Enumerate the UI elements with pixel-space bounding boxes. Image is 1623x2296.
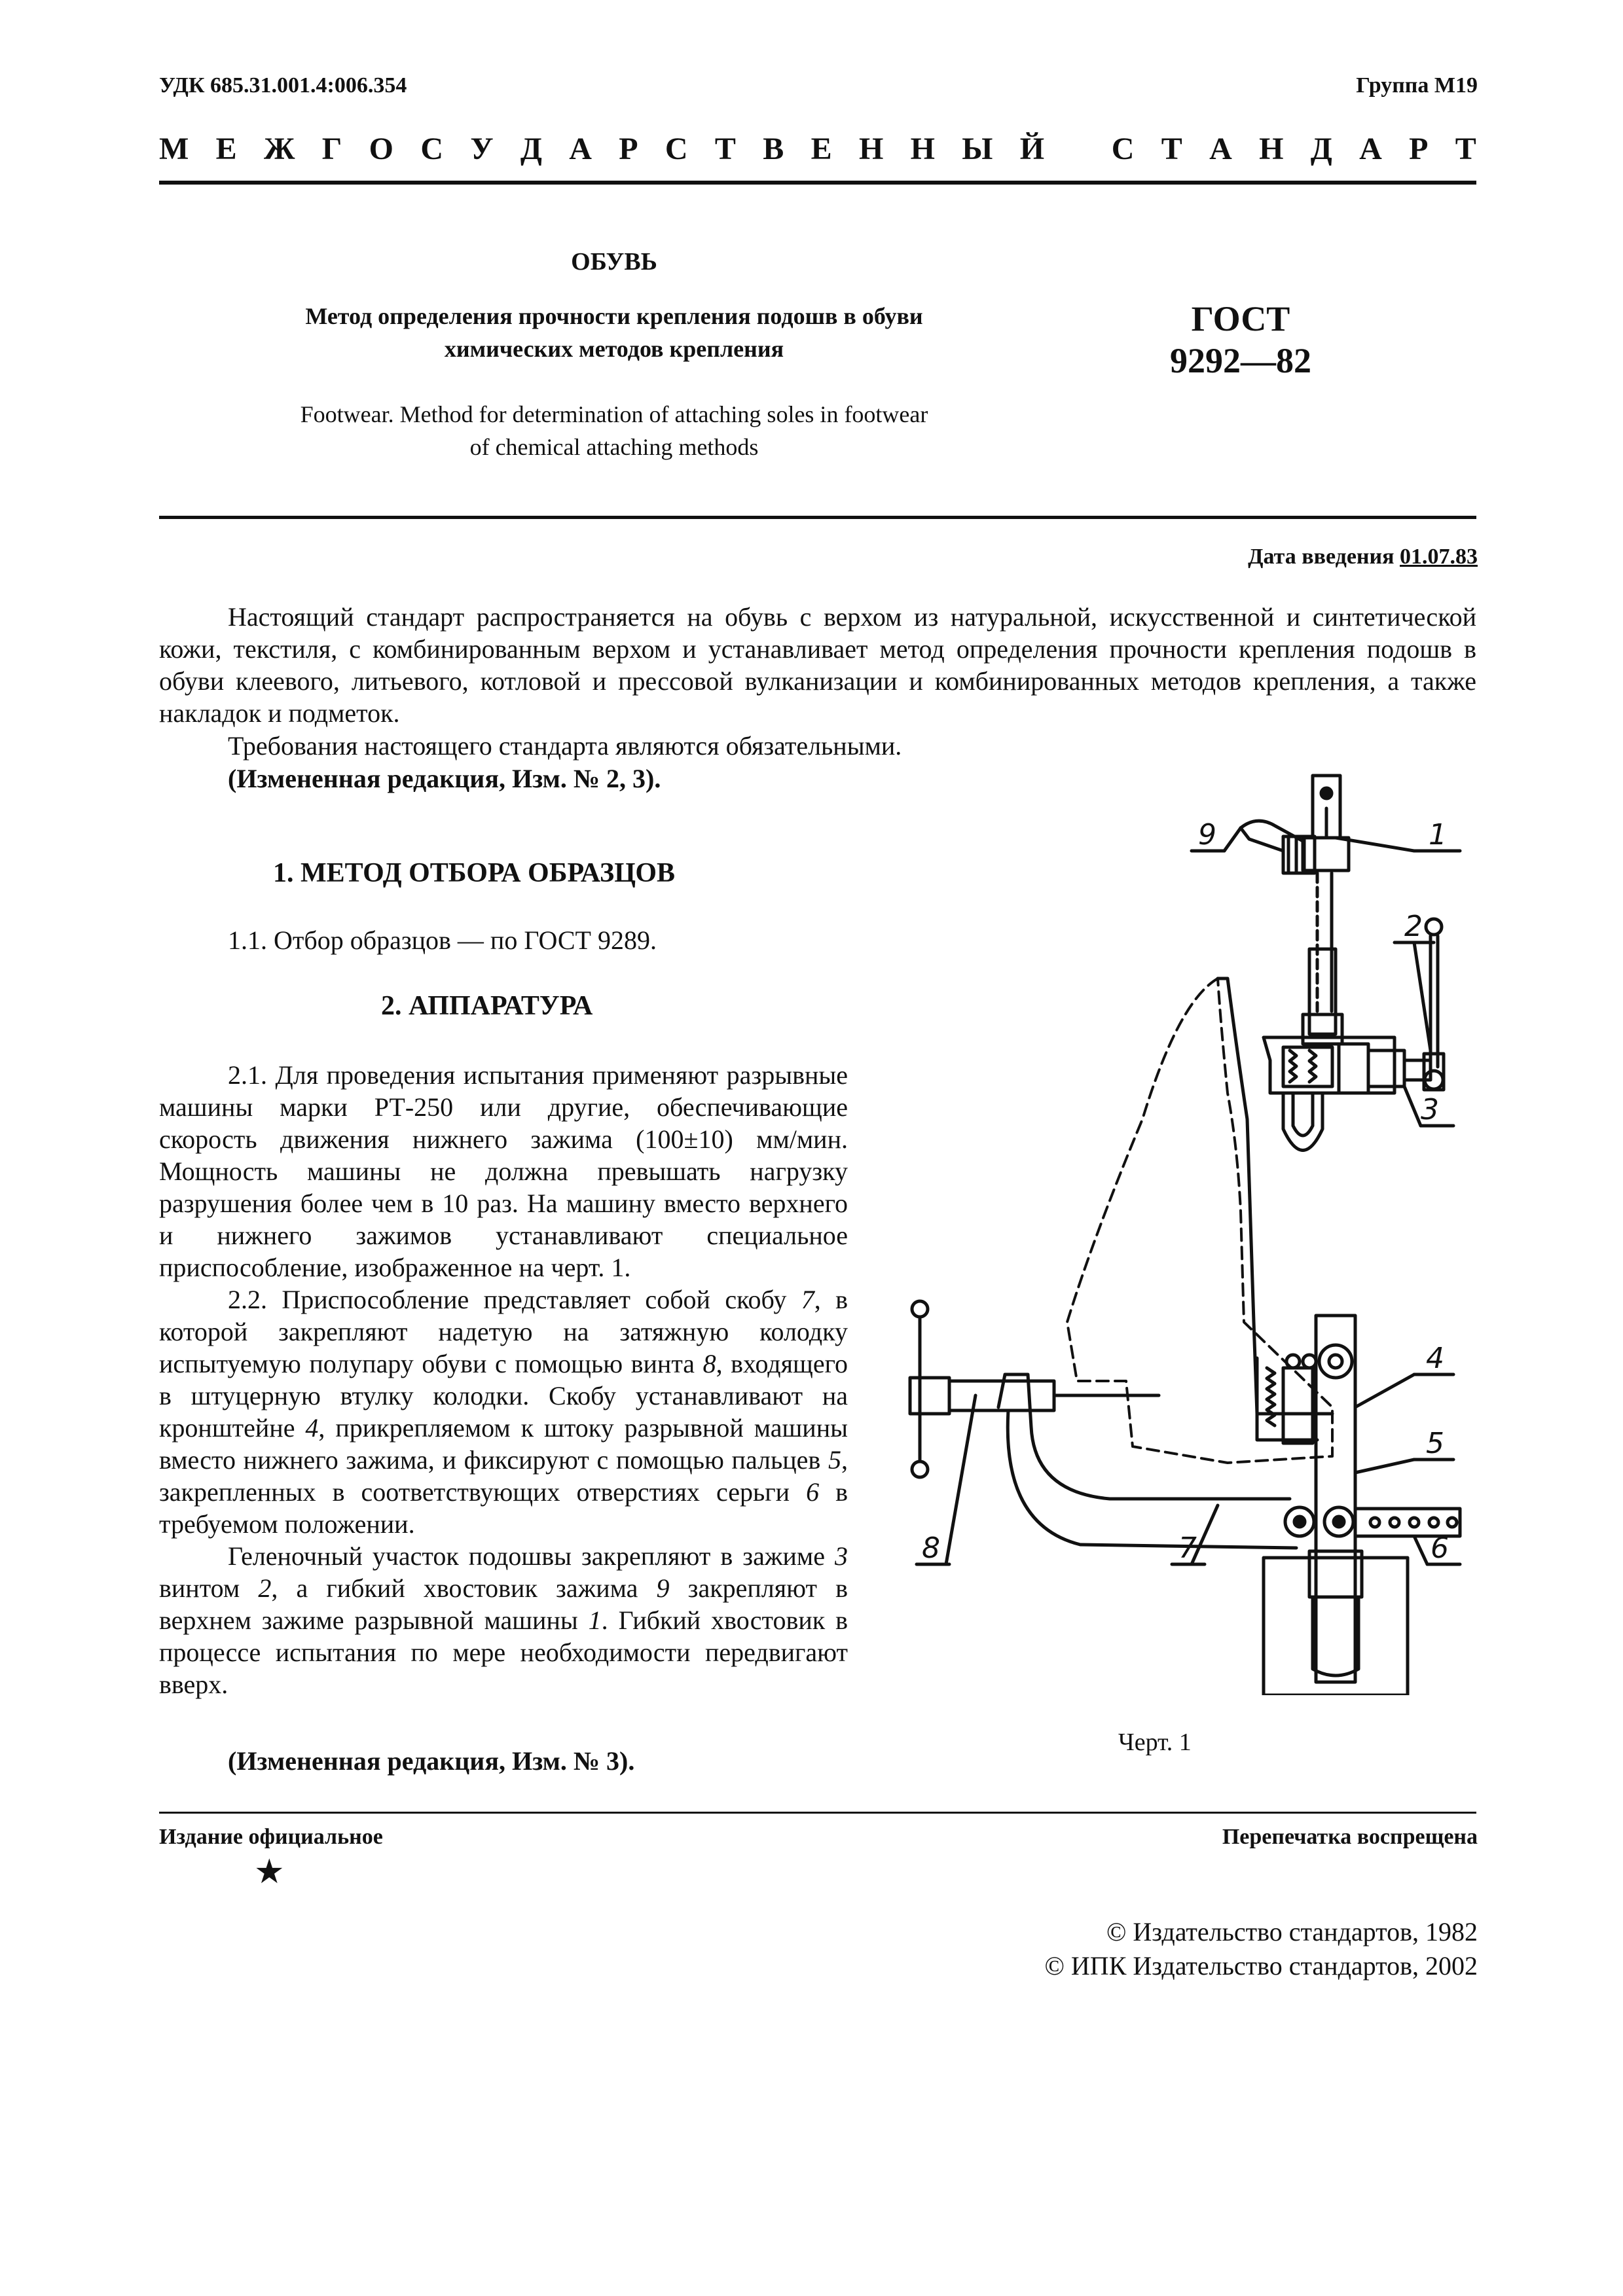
figure-caption: Черт. 1 [1118,1729,1192,1756]
banner-letter: Е [215,132,237,166]
footer-rule [159,1812,1476,1814]
gost-number [1126,298,1355,382]
figure-label-2: 2 [1404,910,1423,943]
banner-letter: В [763,132,784,166]
banner-letter: Т [1455,132,1476,166]
banner-letter: О [369,132,393,166]
star-icon: ★ [254,1854,285,1891]
clause-2-2: 2.2. Приспособление представляет собой скобу 7, в которой закрепляют надетую на затяжную колодку испытуемую полупару обуви с помощью винта 8, входящего в штуцерную втулку колодки. Скобу устанавливают на кронштейне 4, прикрепляемом к штоку разрывной машины вместо нижнего зажима, и фиксируют с помощью пальцев 5, закрепленных в соответствующих отверстиях серьги 6 в требуемом положении. [159,1285,848,1539]
figure-label-8: 8 [922,1532,940,1565]
banner-letter: Ж [263,132,295,166]
gost-label: ГОСТ [1191,299,1290,338]
intro-edit-note: (Измененная редакция, Изм. № 2, 3). [228,764,661,793]
section-2-heading: 2. АППАРАТУРА [381,991,593,1021]
banner-letter: Н [858,132,884,166]
introduction-date [1248,545,1478,569]
banner-letter: Р [619,132,638,166]
title-en-line-2: of chemical attaching methods [469,434,759,460]
banner-letter [1071,131,1084,167]
copyright-1982: © Издательство стандартов, 1982 [1106,1917,1478,1946]
title-ru-line-2: химических методов крепления [444,336,784,362]
section-1-heading: 1. МЕТОД ОТБОРА ОБРАЗЦОВ [273,858,676,888]
title-russian [159,300,1069,365]
figure-label-7: 7 [1178,1532,1197,1565]
banner-letter: Т [1161,132,1182,166]
figure-label-3: 3 [1421,1093,1439,1126]
banner-letter: У [470,132,494,166]
figure-1-drawing [851,753,1480,1695]
banner-letter: Г [321,132,342,166]
figure-label-4: 4 [1426,1342,1444,1375]
banner-letter: С [665,132,688,166]
title-english [159,398,1069,463]
section-2-text [159,1059,848,1700]
figure-label-9: 9 [1198,818,1216,852]
copyright-block [1045,1915,1478,1983]
figure-label-5: 5 [1426,1427,1444,1460]
clause-2-2-cont: Геленочный участок подошвы закрепляют в зажиме 3 винтом 2, а гибкий хвостовик зажима 9 закрепляют в верхнем зажиме разрывной машины 1. Гибкий хвостовик в процессе испытания по мере необходимости передвигают вверх. [159,1541,848,1699]
section-2-edit-note: (Измененная редакция, Изм. № 3). [228,1746,635,1776]
title-ru-line-1: Метод определения прочности крепления подошв в обуви [305,303,923,329]
banner-letter: А [1359,132,1382,166]
introduction-date-label: Дата введения [1248,545,1400,569]
requirements-note: Требования настоящего стандарта являются обязательными. [228,731,902,761]
banner-letter: Й [1019,132,1045,166]
banner-letter: Ы [962,132,993,166]
document-title: ОБУВЬ [571,248,657,276]
banner-letter: Д [1310,132,1332,166]
banner-letter: Н [1259,132,1284,166]
figure-label-1: 1 [1429,818,1447,852]
group-code: Группа М19 [1356,73,1478,98]
copyright-2002: © ИПК Издательство стандартов, 2002 [1044,1951,1478,1981]
title-en-line-1: Footwear. Method for determination of attaching soles in footwear [300,401,928,427]
clause-2-1: 2.1. Для проведения испытания применяют разрывные машины марки РТ-250 или другие, обеспечивающие скорость движения нижнего зажима (100±10) мм/мин. Мощность машины не должна превышать нагрузку разрушения более чем в 10 раз. На машину вместо верхнего и нижнего зажимов устанавливают специальное приспособление, изображенное на черт. 1. [159,1060,848,1282]
banner-letter: С [420,132,443,166]
interstate-standard-banner [159,131,1476,167]
title-rule [159,516,1476,519]
banner-letter: М [159,132,189,166]
banner-letter: Е [811,132,832,166]
banner-letter: А [1209,132,1232,166]
banner-letter: С [1111,132,1135,166]
figure-label-6: 6 [1431,1532,1449,1565]
banner-letter: Д [520,132,542,166]
reprint-prohibited: Перепечатка воспрещена [1222,1825,1478,1849]
introduction-date-value: 01.07.83 [1400,545,1478,569]
banner-letter: Р [1409,132,1429,166]
banner-letter: Н [910,132,935,166]
intro-paragraph: Настоящий стандарт распространяется на обувь с верхом из натуральной, искусственной и синтетической кожи, текстиля, с комбинированным верхом и устанавливает метод определения прочности крепления подошв в обуви клеевого, литьевого, котловой и прессовой вулканизации и комбинированных методов крепления, а также накладок и подметок. [159,602,1476,728]
udk-code: УДК 685.31.001.4:006.354 [159,73,407,98]
banner-letter: А [569,132,592,166]
clause-1-1: 1.1. Отбор образцов — по ГОСТ 9289. [228,925,657,955]
official-edition: Издание официальное [159,1825,383,1849]
gost-code: 9292—82 [1170,341,1311,380]
header-rule [159,181,1476,185]
banner-letter: Т [714,132,736,166]
